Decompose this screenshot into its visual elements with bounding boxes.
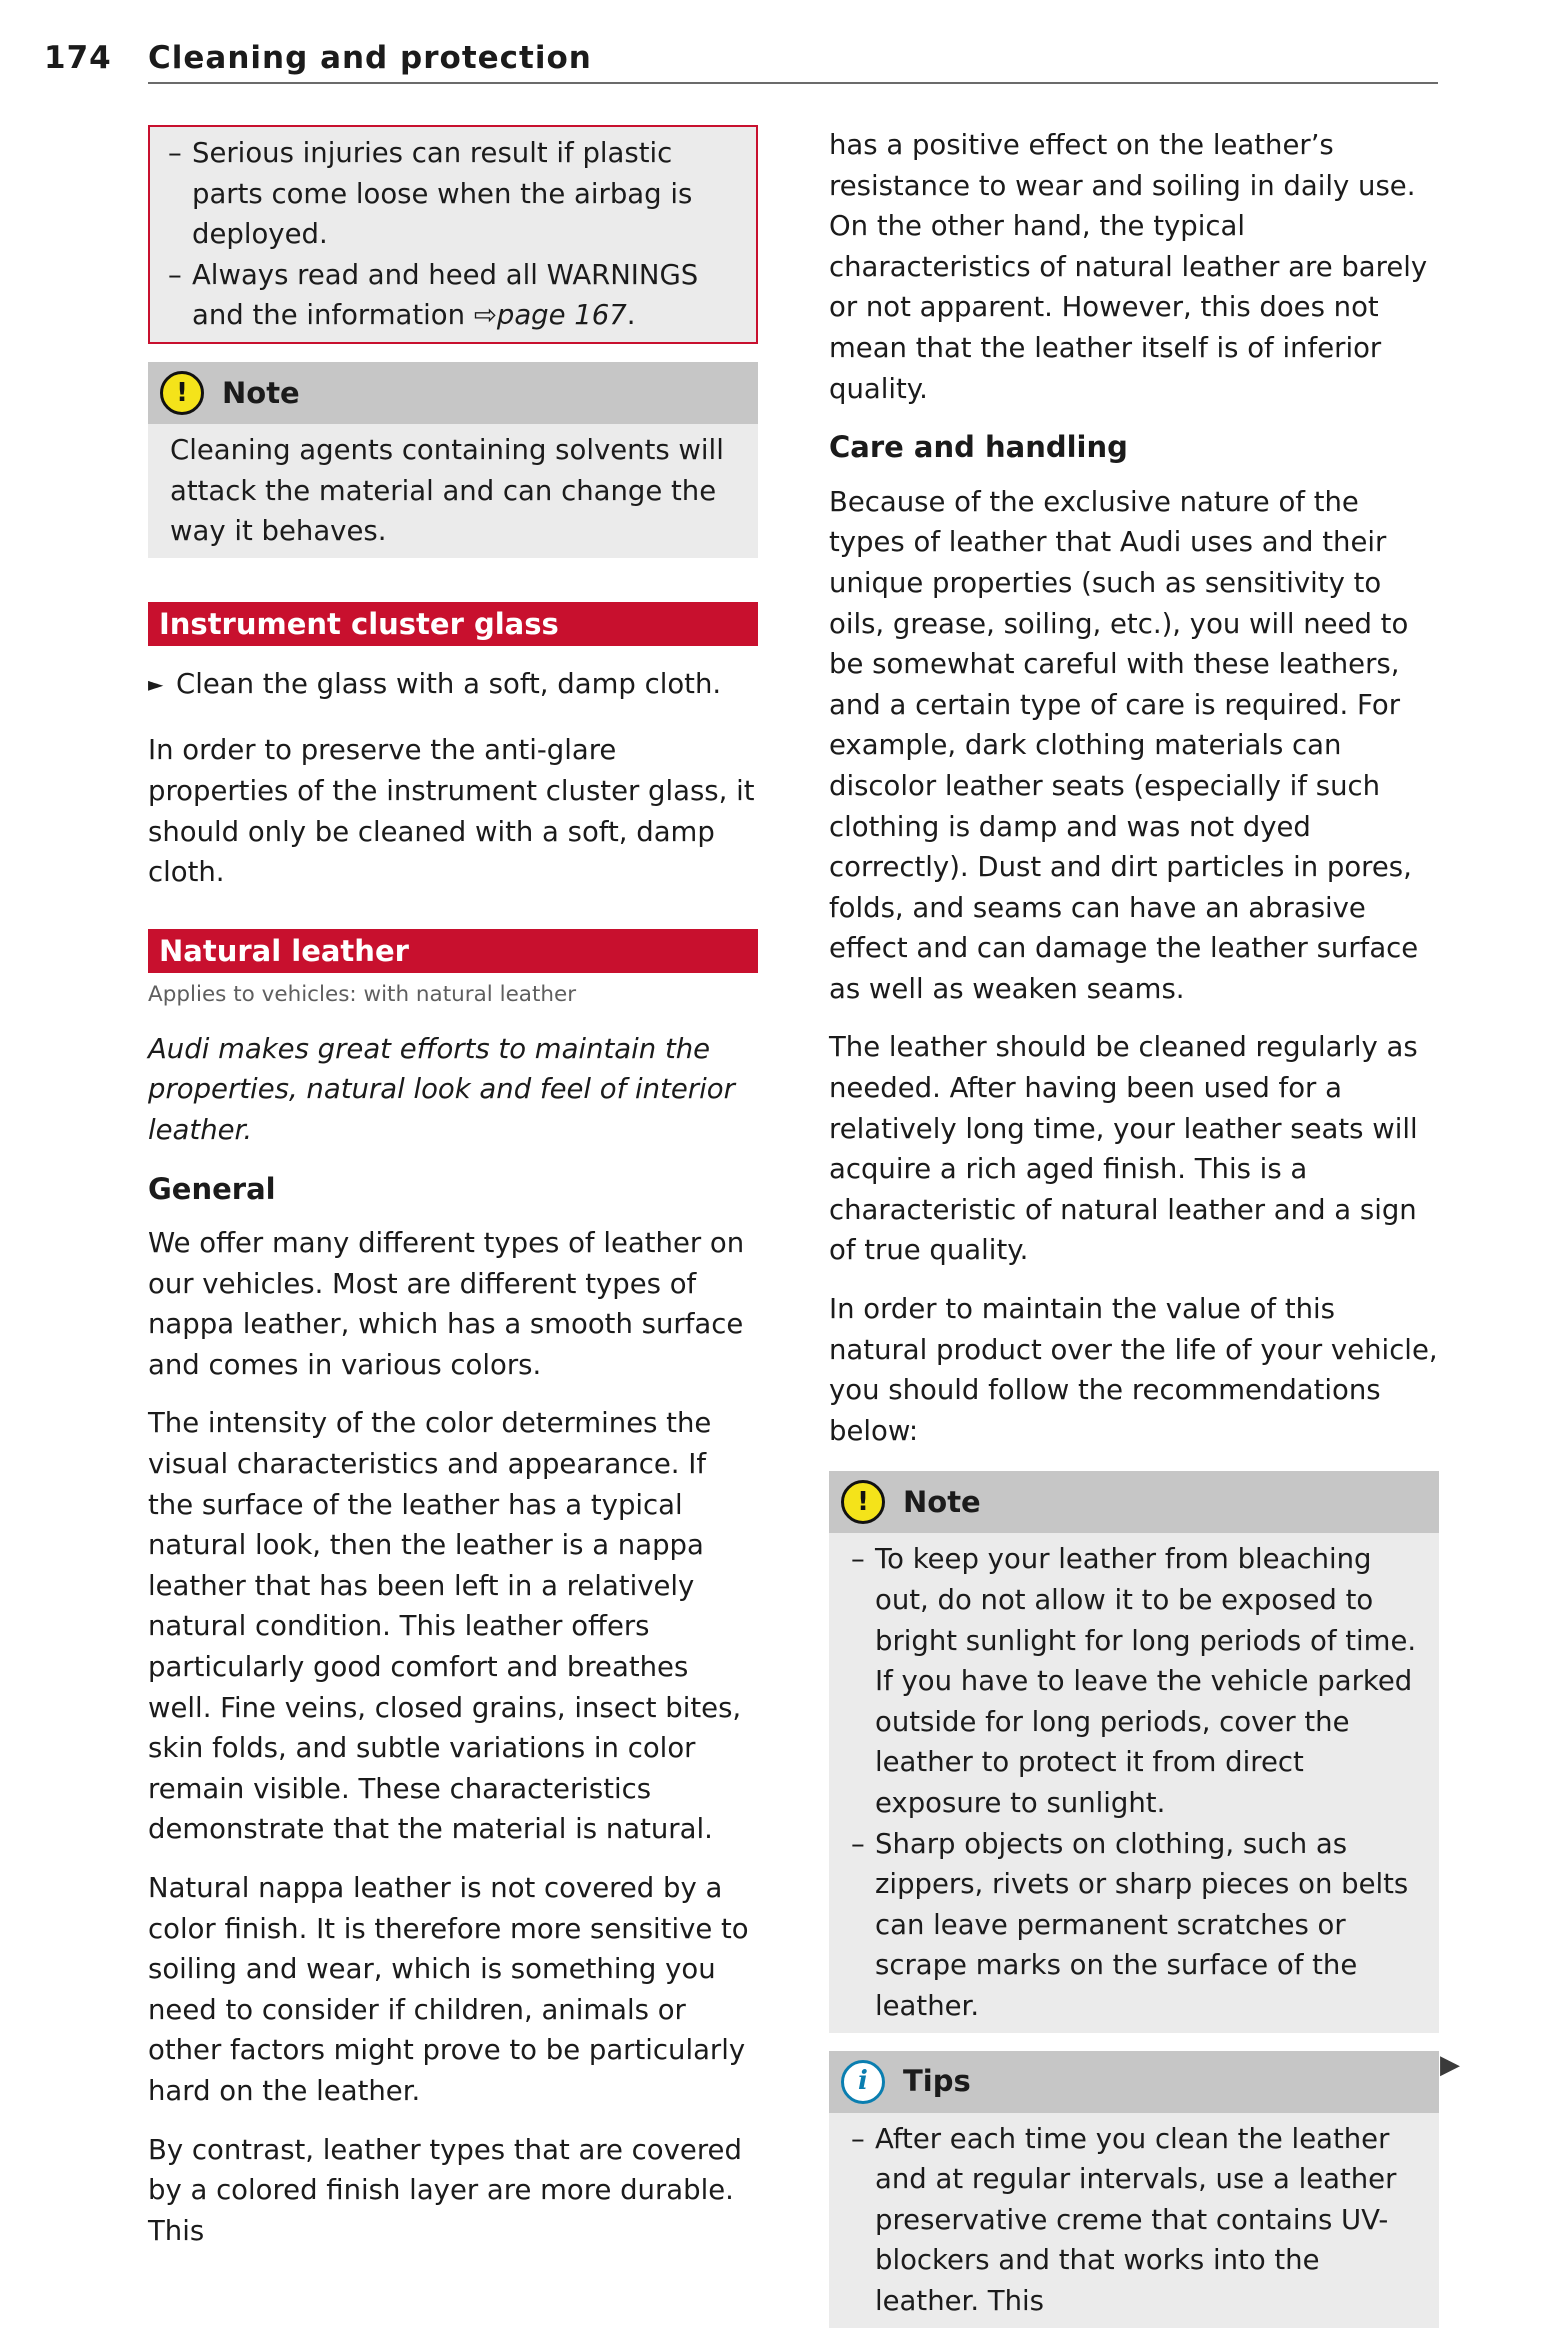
paragraph: By contrast, leather types that are covered by a colored finish layer are more durable. This — [148, 2133, 742, 2247]
instruction-step: ► Clean the glass with a soft, damp cloth. — [148, 664, 758, 705]
warning-box — [148, 125, 758, 344]
applies-to-note: Applies to vehicles: with natural leather — [148, 981, 577, 1007]
page-ref-arrow-icon: ⇨ — [473, 299, 497, 332]
note-item: – To keep your leather from bleaching out, do not allow it to be exposed to bright sunlight for long periods of time. If you have to leave the vehicle parked outside for long periods, cover the leather to protect it from direct exposure to sunlight. — [851, 1539, 1425, 1823]
paragraph: The intensity of the color determines the visual characteristics and appearance. If the surface of the leather has a typical natural look, then the leather is a nappa leather that has been left in a relatively natural condition. This leather offers particularly good comfort and breathes well. Fine veins, closed grains, insect bites, skin folds, and subtle variations in color remain visible. These characteristics demonstrate that the material is natural. — [148, 1407, 742, 1846]
exclamation-icon: ! — [841, 1480, 885, 1524]
page-number: 174 — [44, 40, 112, 76]
tips-box — [829, 2051, 1439, 2328]
section-heading-instrument-cluster-glass: Instrument cluster glass — [148, 602, 758, 646]
paragraph: Natural nappa leather is not covered by a color finish. It is therefore more sensitive to soiling and wear, which is something you need to consider if children, animals or other factors might prove to be particularly hard on the leather. — [148, 1872, 749, 2107]
note-box — [148, 362, 758, 558]
section-heading-natural-leather: Natural leather — [148, 929, 758, 973]
chapter-title: Cleaning and protection — [148, 40, 592, 76]
tips-body — [829, 2113, 1439, 2328]
note-body: Cleaning agents containing solvents will attack the material and can change the way it behaves. — [170, 433, 724, 548]
paragraph: The leather should be cleaned regularly as needed. After having been used for a relatively long time, your leather seats will acquire a rich aged finish. This is a characteristic of natural leather and a sign of true quality. — [829, 1031, 1418, 1267]
note-box — [829, 1471, 1439, 2032]
tips-label: Tips — [903, 2064, 971, 2099]
right-column — [829, 125, 1439, 2346]
tips-item: – After each time you clean the leather and at regular intervals, use a leather preservative creme that contains UV-blockers and that works into the leather. This — [851, 2119, 1425, 2322]
paragraph: Because of the exclusive nature of the types of leather that Audi uses and their unique properties (such as sensitivity to oils, grease, soiling, etc.), you will need to be somewhat careful with these leathers, and a certain type of care is required. For example, dark clothing materials can discolor leather seats (especially if such clothing is damp and was not dyed correctly). Dust and dirt particles in pores, folds, and seams can have an abrasive effect and can damage the leather surface as well as weaken seams. — [829, 485, 1419, 1005]
note-label: Note — [222, 375, 300, 410]
info-icon: i — [841, 2060, 885, 2104]
note-label: Note — [903, 1485, 981, 1520]
note-body — [829, 1533, 1439, 2032]
tips-header — [829, 2051, 1439, 2113]
note-header — [148, 362, 758, 424]
note-header — [829, 1471, 1439, 1533]
header-rule — [148, 82, 1438, 84]
continue-arrow-icon: ▶ — [1440, 2050, 1460, 2080]
paragraph: In order to preserve the anti-glare properties of the instrument cluster glass, it should only be cleaned with a soft, damp cloth. — [148, 734, 755, 889]
paragraph: In order to maintain the value of this natural product over the life of your vehicle, you should follow the recommendations below: — [829, 1293, 1438, 1447]
left-column — [148, 125, 758, 2269]
warning-item: – Always read and heed all WARNINGS and the information ⇨page 167. — [168, 255, 742, 336]
note-item: – Sharp objects on clothing, such as zippers, rivets or sharp pieces on belts can leave permanent scratches or scrape marks on the surface of the leather. — [851, 1824, 1425, 2027]
subheading-general: General — [148, 1171, 276, 1206]
exclamation-icon: ! — [160, 371, 204, 415]
paragraph: has a positive effect on the leather’s resistance to wear and soiling in daily use. On the other hand, the typical characteristics of natural leather are barely or not apparent. However, this does not mean that the leather itself is of inferior quality. — [829, 129, 1428, 405]
subheading-care-and-handling: Care and handling — [829, 430, 1128, 465]
page-reference-link[interactable]: page 167 — [496, 299, 627, 332]
step-arrow-icon: ► — [148, 671, 164, 696]
paragraph: We offer many different types of leather on our vehicles. Most are different types of nappa leather, which has a smooth surface and comes in various colors. — [148, 1227, 745, 1381]
intro-paragraph: Audi makes great efforts to maintain the properties, natural look and feel of interior leather. — [148, 1032, 735, 1146]
warning-item: – Serious injuries can result if plastic parts come loose when the airbag is deployed. — [168, 133, 742, 255]
